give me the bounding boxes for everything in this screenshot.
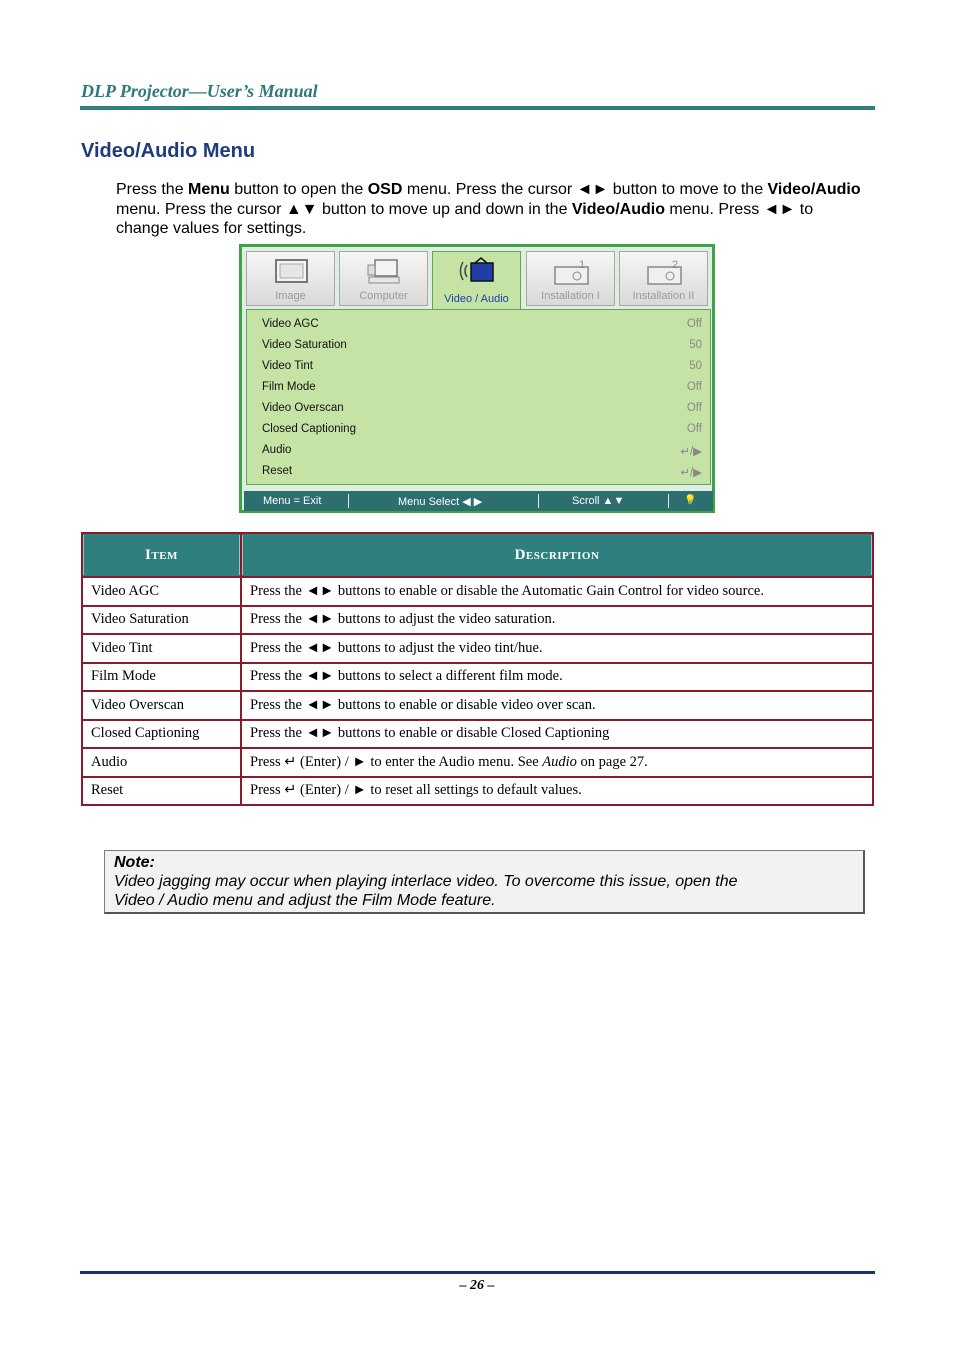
osd-tab-bar (246, 251, 711, 308)
table-cell-item: Video Tint (82, 634, 241, 663)
intro-paragraph: Press the Menu button to open the OSD menu. Press the cursor ◄► button to move to the Video/Audio menu. Press the cursor ▲▼ button to move up and down in the Video/Audio menu. Press ◄► to change values for settings. (116, 181, 861, 237)
osd-menu-screenshot (239, 244, 715, 513)
table-row (82, 691, 873, 720)
osd-row-audio[interactable] (262, 441, 702, 461)
osd-row-name: Video Overscan (262, 402, 344, 414)
table-row (82, 777, 873, 806)
table-cell-description: Press ↵ (Enter) / ► to enter the Audio menu. See Audio on page 27. (241, 748, 873, 777)
table-header-description: Description (241, 533, 873, 577)
table-cell-description: Press the ◄► buttons to enable or disable the Automatic Gain Control for video source. (241, 577, 873, 606)
osd-footer-divider (668, 494, 669, 508)
table-row (82, 606, 873, 635)
osd-row-value: Off (686, 423, 702, 435)
osd-tab-label: Installation II (632, 290, 695, 302)
footer-divider (80, 1271, 875, 1274)
table-cell-item: Closed Captioning (82, 720, 241, 749)
table-row (82, 748, 873, 777)
osd-row-name: Video Saturation (262, 339, 347, 351)
osd-row-value: ↵/▶ (680, 446, 702, 458)
note-text-line: Video jagging may occur when playing interlace video. To overcome this issue, open the (114, 873, 738, 890)
table-row (82, 634, 873, 663)
table-cell-item: Video Overscan (82, 691, 241, 720)
osd-row-name: Closed Captioning (262, 423, 356, 435)
osd-row-name: Video AGC (262, 318, 319, 330)
osd-row-value: Off (686, 318, 702, 330)
osd-tab-installation-1[interactable] (526, 251, 615, 306)
osd-footer-bar (244, 491, 713, 511)
osd-footer-select-hint: Menu Select ◀ ▶ (398, 496, 483, 508)
osd-row-video-agc[interactable] (262, 315, 702, 335)
table-cell-description: Press the ◄► buttons to adjust the video tint/hue. (241, 634, 873, 663)
osd-row-value: ↵/▶ (680, 467, 702, 479)
audio-page-reference[interactable]: Audio (542, 753, 577, 770)
osd-keyword: OSD (367, 181, 403, 198)
osd-row-name: Film Mode (262, 381, 316, 393)
table-cell-description: Press the ◄► buttons to enable or disable Closed Captioning (241, 720, 873, 749)
osd-row-value: Off (686, 381, 702, 393)
osd-row-video-tint[interactable] (262, 357, 702, 377)
table-cell-description: Press the ◄► buttons to enable or disable video over scan. (241, 691, 873, 720)
osd-row-name: Reset (262, 465, 293, 477)
section-heading: Video/Audio Menu (81, 140, 256, 162)
video-audio-icon (459, 257, 496, 287)
osd-tab-label: Installation I (541, 290, 600, 302)
note-box (104, 850, 865, 914)
document-header-title: DLP Projector—User’s Manual (81, 81, 318, 101)
osd-row-video-overscan[interactable] (262, 399, 702, 419)
osd-tab-label: Computer (359, 290, 408, 302)
osd-row-value: Off (686, 402, 702, 414)
table-cell-item: Reset (82, 777, 241, 806)
computer-icon (366, 257, 403, 287)
osd-settings-panel (246, 309, 711, 485)
osd-tab-image[interactable] (246, 251, 335, 306)
note-text-line: Video / Audio menu and adjust the Film Mode feature. (114, 892, 496, 909)
table-header-item: Item (82, 533, 241, 577)
osd-tab-label: Image (275, 290, 306, 302)
osd-row-value: 50 (689, 339, 702, 351)
osd-row-name: Audio (262, 444, 292, 456)
header-divider (80, 106, 875, 110)
osd-row-video-saturation[interactable] (262, 336, 702, 356)
svg-text:1: 1 (579, 259, 586, 271)
video-audio-keyword: Video/Audio (767, 181, 861, 198)
table-cell-item: Film Mode (82, 663, 241, 692)
note-title: Note: (114, 854, 155, 871)
table-row (82, 663, 873, 692)
osd-tab-computer[interactable] (339, 251, 428, 306)
osd-footer-divider (538, 494, 539, 508)
osd-footer-divider (348, 494, 349, 508)
table-row (82, 577, 873, 606)
osd-row-closed-captioning[interactable] (262, 420, 702, 440)
page-number: – 26 – (459, 1278, 495, 1293)
osd-row-name: Video Tint (262, 360, 313, 372)
osd-row-value: 50 (689, 360, 702, 372)
table-row (82, 720, 873, 749)
osd-footer-exit-hint: Menu = Exit (263, 495, 322, 507)
svg-text:2: 2 (672, 259, 679, 271)
projector-1-icon (553, 257, 590, 287)
video-audio-keyword: Video/Audio (571, 200, 665, 218)
table-cell-item: Video Saturation (82, 606, 241, 635)
bulb-icon: 💡 (684, 495, 697, 506)
osd-tab-label: Video / Audio (444, 293, 509, 305)
table-header-row (82, 533, 873, 577)
menu-keyword: Menu (188, 181, 230, 198)
projector-2-icon (646, 257, 683, 287)
table-cell-description: Press the ◄► buttons to adjust the video saturation. (241, 606, 873, 635)
table-cell-description: Press ↵ (Enter) / ► to reset all settings to default values. (241, 777, 873, 806)
osd-tab-installation-2[interactable] (619, 251, 708, 306)
table-cell-description: Press the ◄► buttons to select a different film mode. (241, 663, 873, 692)
monitor-icon (273, 257, 310, 287)
osd-row-reset[interactable] (262, 462, 702, 482)
osd-footer-scroll-hint: Scroll ▲▼ (572, 495, 625, 507)
osd-row-film-mode[interactable] (262, 378, 702, 398)
table-cell-item: Audio (82, 748, 241, 777)
table-cell-item: Video AGC (82, 577, 241, 606)
item-description-table (81, 532, 874, 806)
osd-tab-video-audio[interactable] (432, 251, 521, 313)
